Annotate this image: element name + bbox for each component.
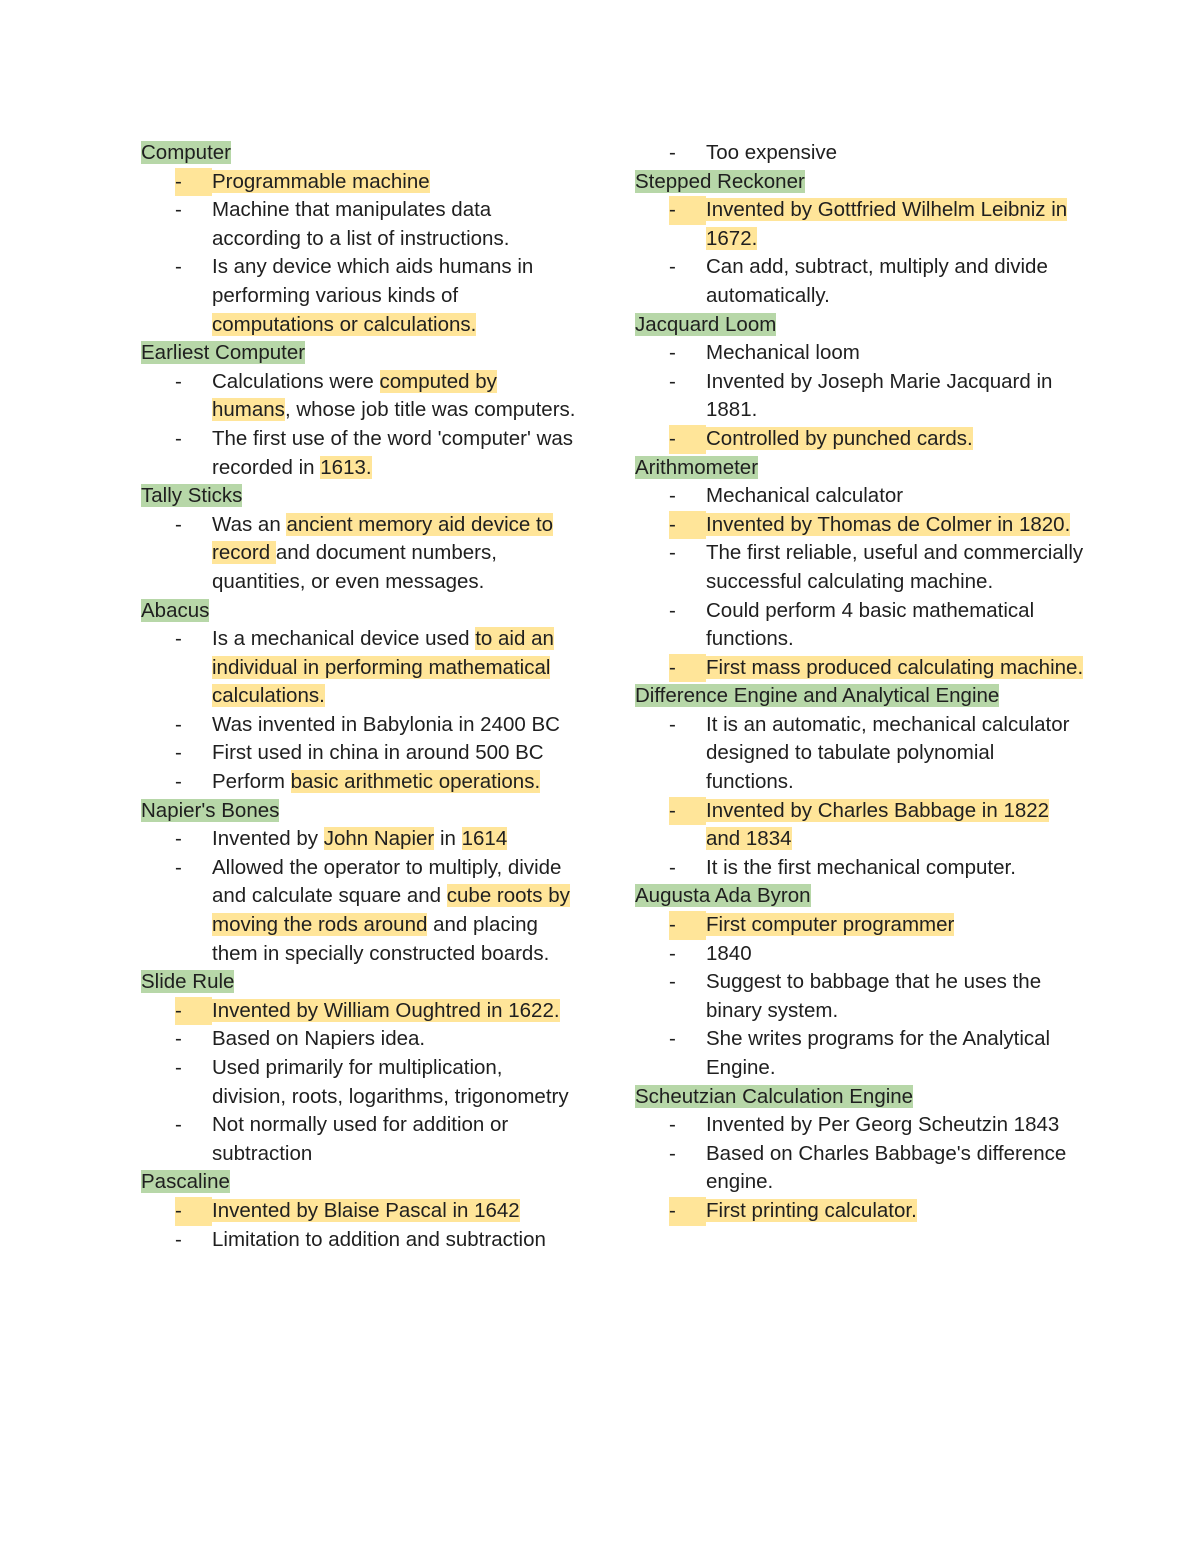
section-augusta-ada-byron — [635, 882, 1085, 1082]
bullet-dash: - — [175, 855, 182, 879]
bullet-dash: - — [669, 484, 676, 508]
bullet-text: Based on Charles Babbage's difference engine. — [706, 1141, 1067, 1194]
bullet-item — [141, 768, 581, 797]
section-abacus — [141, 597, 581, 797]
bullet-dash: - — [669, 797, 706, 826]
bullet-dash: - — [669, 970, 676, 994]
bullet-text: Limitation to addition and subtraction — [212, 1227, 546, 1251]
section-heading — [141, 968, 581, 997]
bullet-dash: - — [669, 425, 706, 454]
bullet-dash: - — [175, 512, 182, 536]
bullet-dash: - — [669, 141, 676, 164]
bullet-text: Mechanical calculator — [706, 484, 904, 508]
bullet-text: Is any device which aids humans in performing various kinds of — [212, 255, 534, 307]
section-heading-text: Stepped Reckoner — [635, 169, 805, 193]
bullet-dash: - — [669, 911, 706, 940]
bullet-dash: - — [669, 1197, 706, 1226]
bullet-text: She writes programs for the Analytical Engine. — [706, 1027, 1051, 1079]
bullet-dash: - — [669, 941, 676, 965]
section-continued — [635, 139, 1085, 168]
bullet-item — [141, 253, 581, 339]
bullet-dash: - — [175, 770, 182, 794]
bullet-dash: - — [175, 198, 182, 222]
bullet-item — [141, 511, 581, 597]
section-heading — [141, 339, 581, 368]
bullet-text: Invented by — [212, 827, 324, 851]
bullet-item — [635, 482, 1085, 511]
bullet-text: and document numbers, quantities, or even messages. — [212, 541, 497, 593]
section-pascaline — [141, 1168, 581, 1254]
bullet-text: Based on Napiers idea. — [212, 1027, 426, 1051]
section-heading-text: Augusta Ada Byron — [635, 884, 811, 908]
bullet-dash: - — [175, 627, 182, 651]
highlighted-text: Invented by Blaise Pascal in 1642 — [212, 1198, 520, 1222]
bullet-dash: - — [669, 255, 676, 279]
bullet-item — [635, 940, 1085, 969]
bullet-dash: - — [175, 168, 212, 197]
section-heading-text: Slide Rule — [141, 970, 235, 994]
section-arithmometer — [635, 454, 1085, 683]
bullet-text: Used primarily for multiplication, division, roots, logarithms, trigonometry — [212, 1056, 569, 1108]
section-heading-text: Pascaline — [141, 1170, 230, 1194]
section-heading-text: Napier's Bones — [141, 798, 280, 822]
section-heading — [141, 139, 581, 168]
highlighted-text: John Napier — [323, 827, 435, 851]
bullet-item — [141, 368, 581, 425]
section-heading-text: Abacus — [141, 598, 210, 622]
highlighted-text: Controlled by punched cards. — [706, 426, 973, 450]
bullet-dash: - — [669, 1113, 676, 1137]
bullet-dash: - — [669, 341, 676, 365]
bullet-item — [141, 711, 581, 740]
bullet-item — [141, 1025, 581, 1054]
bullet-text: Invented by Per Georg Scheutzin 1843 — [706, 1113, 1060, 1137]
bullet-text: It is an automatic, mechanical calculator designed to tabulate polynomial functions. — [706, 712, 1070, 794]
section-heading-text: Difference Engine and Analytical Engine — [635, 684, 1000, 708]
highlighted-text: cube roots by moving the rods around — [212, 884, 570, 937]
highlighted-text: First mass produced calculating machine. — [706, 655, 1084, 679]
bullet-dash: - — [669, 598, 676, 622]
bullet-dash: - — [175, 1056, 182, 1079]
bullet-item — [635, 139, 1085, 168]
bullet-item — [141, 997, 581, 1026]
section-napier-s-bones — [141, 797, 581, 969]
section-stepped-reckoner — [635, 168, 1085, 311]
bullet-item — [635, 339, 1085, 368]
section-heading-text: Computer — [141, 141, 232, 164]
bullet-item — [141, 854, 581, 968]
bullet-item — [635, 368, 1085, 425]
bullet-item — [635, 196, 1085, 253]
bullet-item — [635, 968, 1085, 1025]
bullet-text: Was invented in Babylonia in 2400 BC — [212, 712, 560, 736]
section-heading-text: Scheutzian Calculation Engine — [635, 1084, 914, 1108]
highlighted-text: ancient memory aid device to record — [212, 512, 554, 565]
highlighted-text: First printing calculator. — [706, 1198, 917, 1222]
bullet-dash: - — [175, 426, 182, 450]
bullet-dash: - — [669, 712, 676, 736]
section-slide-rule — [141, 968, 581, 1168]
bullet-text: The first use of the word 'computer' was recorded in — [212, 426, 574, 479]
bullet-text: Not normally used for addition or subtraction — [212, 1113, 509, 1165]
bullet-dash: - — [669, 511, 706, 540]
bullet-item — [141, 1054, 581, 1111]
bullet-text: 1840 — [706, 941, 752, 965]
bullet-dash: - — [175, 997, 212, 1026]
bullet-item — [141, 1226, 581, 1255]
highlighted-text: 1614 — [461, 827, 508, 851]
bullet-dash: - — [669, 1141, 676, 1165]
section-difference-engine-and-analytical-engine — [635, 682, 1085, 882]
highlighted-text: basic arithmetic operations. — [290, 770, 541, 794]
bullet-item — [635, 654, 1085, 683]
section-heading — [635, 311, 1085, 340]
bullet-dash: - — [669, 541, 676, 565]
section-heading — [635, 454, 1085, 483]
section-heading-text: Earliest Computer — [141, 341, 306, 365]
section-jacquard-loom — [635, 311, 1085, 454]
highlighted-text: computations or calculations. — [212, 312, 477, 336]
bullet-item — [141, 625, 581, 711]
bullet-item — [635, 425, 1085, 454]
bullet-text: and placing them in specially constructed boards. — [212, 913, 550, 965]
bullet-item — [141, 1111, 581, 1168]
section-earliest-computer — [141, 339, 581, 482]
bullet-item — [635, 1197, 1085, 1226]
bullet-dash: - — [669, 855, 676, 879]
bullet-text: Is a mechanical device used — [212, 627, 476, 651]
highlighted-text: Invented by William Oughtred in 1622. — [212, 998, 560, 1022]
bullet-item — [635, 511, 1085, 540]
bullet-text: Allowed the operator to multiply, divide and calculate square and — [212, 855, 562, 908]
bullet-dash: - — [669, 196, 706, 225]
bullet-dash: - — [175, 827, 182, 851]
right-column — [635, 139, 1085, 1226]
bullet-text: The first reliable, useful and commercially successful calculating machine. — [706, 541, 1084, 593]
bullet-text: Mechanical loom — [706, 341, 860, 365]
bullet-item — [635, 597, 1085, 654]
bullet-dash: - — [175, 712, 182, 736]
bullet-item — [635, 1025, 1085, 1082]
bullet-dash: - — [669, 369, 676, 393]
section-heading-text: Tally Sticks — [141, 484, 243, 508]
section-scheutzian-calculation-engine — [635, 1083, 1085, 1226]
bullet-dash: - — [175, 1227, 182, 1251]
bullet-item — [635, 1140, 1085, 1197]
section-heading — [635, 682, 1085, 711]
highlighted-text: to aid an individual in performing mathematical calculations. — [212, 627, 554, 708]
bullet-item — [141, 1197, 581, 1226]
bullet-text: Was an — [212, 512, 287, 536]
bullet-text: Can add, subtract, multiply and divide automatically. — [706, 255, 1048, 307]
section-heading-text: Jacquard Loom — [635, 312, 777, 336]
bullet-item — [635, 1111, 1085, 1140]
bullet-text: Suggest to babbage that he uses the binary system. — [706, 970, 1042, 1022]
bullet-text: Machine that manipulates data according to a list of instructions. — [212, 198, 510, 250]
highlighted-text: Invented by Gottfried Wilhelm Leibniz in 1672. — [706, 198, 1068, 250]
bullet-item — [635, 854, 1085, 883]
bullet-item — [141, 425, 581, 482]
section-heading — [141, 1168, 581, 1197]
bullet-text: in — [434, 827, 462, 851]
highlighted-text: Invented by Thomas de Colmer in 1820. — [706, 512, 1071, 536]
bullet-text: Calculations were — [212, 369, 380, 393]
section-heading-text: Arithmometer — [635, 455, 759, 479]
bullet-text: Could perform 4 basic mathematical functions. — [706, 598, 1035, 651]
section-heading — [635, 1083, 1085, 1112]
bullet-text: Too expensive — [706, 141, 838, 164]
highlighted-text: computed by humans — [212, 369, 497, 422]
bullet-dash: - — [175, 1027, 182, 1051]
bullet-text: , whose job title was computers. — [284, 398, 576, 422]
section-heading — [635, 168, 1085, 197]
bullet-text: It is the first mechanical computer. — [706, 855, 1016, 879]
bullet-item — [141, 168, 581, 197]
bullet-item — [635, 539, 1085, 596]
bullet-dash: - — [175, 1113, 182, 1137]
bullet-dash: - — [669, 654, 706, 683]
highlighted-text: First computer programmer — [706, 913, 955, 937]
left-column — [141, 139, 581, 1254]
bullet-dash: - — [669, 1027, 676, 1051]
section-heading — [141, 597, 581, 626]
bullet-item — [635, 711, 1085, 797]
highlighted-text: 1613. — [320, 455, 372, 479]
section-heading — [635, 882, 1085, 911]
bullet-item — [141, 196, 581, 253]
section-computer — [141, 139, 581, 339]
bullet-dash: - — [175, 1197, 212, 1226]
bullet-dash: - — [175, 741, 182, 765]
bullet-item — [635, 797, 1085, 854]
bullet-text: Invented by Joseph Marie Jacquard in 1881. — [706, 369, 1053, 422]
section-heading — [141, 797, 581, 826]
bullet-text: First used in china in around 500 BC — [212, 741, 544, 765]
bullet-item — [141, 825, 581, 854]
bullet-item — [635, 911, 1085, 940]
bullet-item — [141, 739, 581, 768]
highlighted-text: Programmable machine — [212, 169, 430, 193]
section-tally-sticks — [141, 482, 581, 596]
section-heading — [141, 482, 581, 511]
bullet-dash: - — [175, 369, 182, 393]
bullet-dash: - — [175, 255, 182, 279]
bullet-item — [635, 253, 1085, 310]
bullet-text: Perform — [212, 770, 291, 794]
highlighted-text: Invented by Charles Babbage in 1822 and 1834 — [706, 798, 1050, 851]
